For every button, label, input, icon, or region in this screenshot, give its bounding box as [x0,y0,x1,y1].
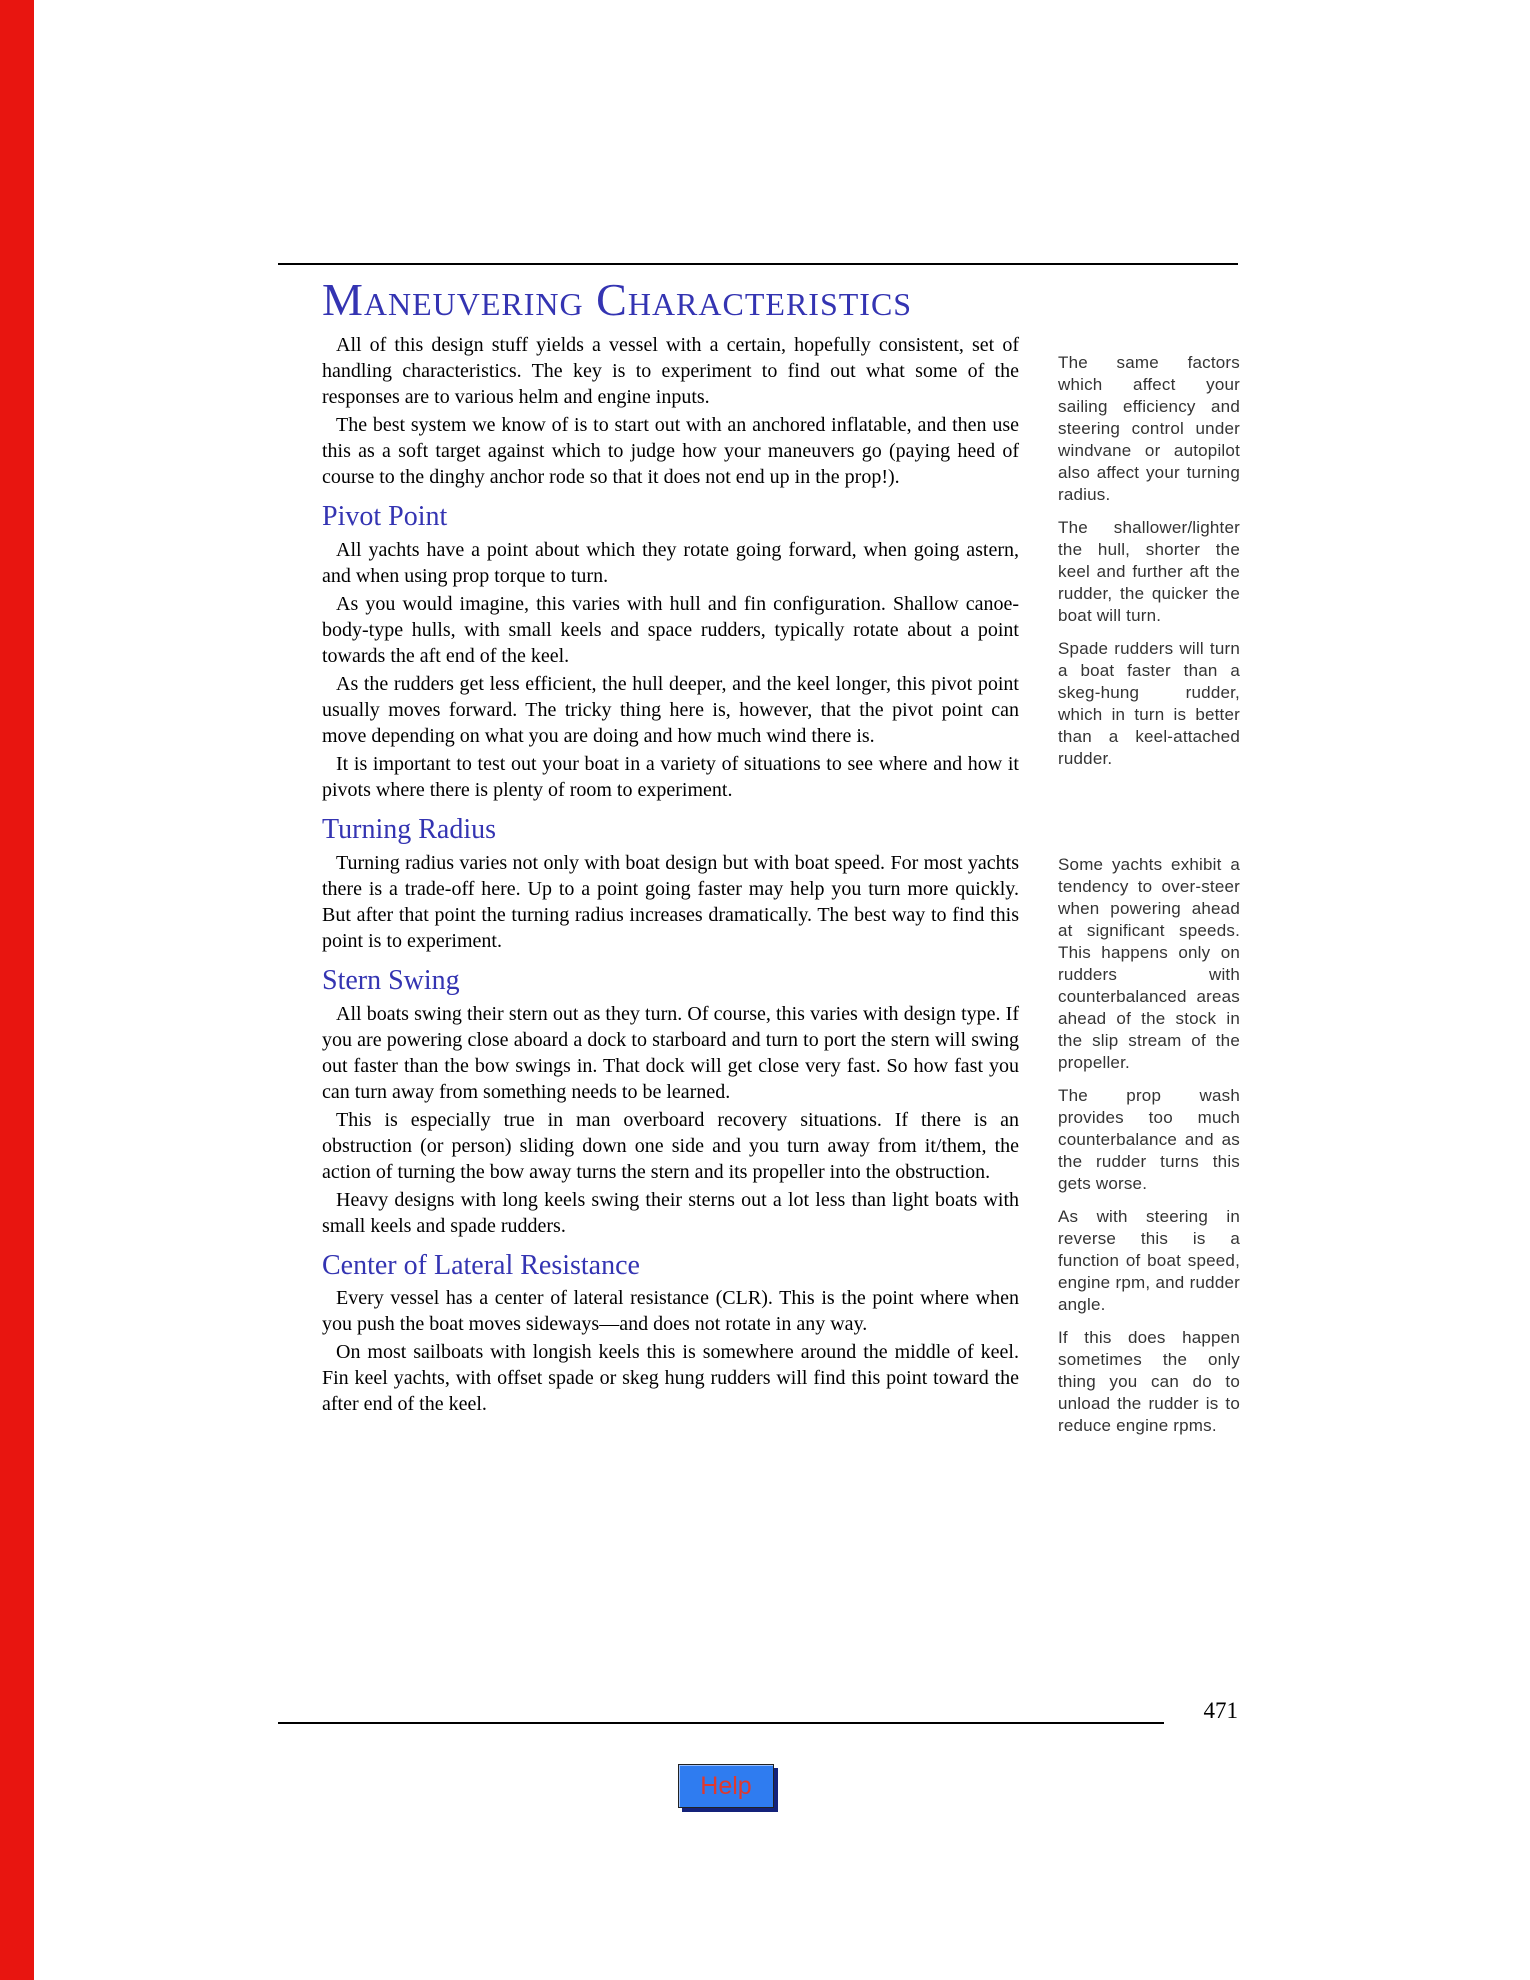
paragraph: All yachts have a point about which they rotate going forward, when going astern, and when using prop torque to turn. [322,539,1019,588]
article-body [322,332,1019,1417]
section-heading: Turning Radius [322,814,497,846]
paragraph: This is especially true in man overboard recovery situations. If there is an obstruction (or person) sliding down one side and you turn away from it/them, the action of turning the bow away turns the stern and its propeller into the obstruction. [322,1108,1019,1183]
help-button[interactable]: Help [678,1764,774,1808]
top-rule [278,263,1238,265]
sidebar-notes [1058,278,1240,1698]
bottom-rule [278,1722,1164,1724]
sidebar-note: Spade rudders will turn a boat faster than a skeg-hung rudder, which in turn is better than a keel-attached rudder. [1058,639,1240,768]
paragraph: Heavy designs with long keels swing their sterns out a lot less than light boats with small keels and spade rudders. [322,1188,1019,1237]
main-column [322,276,1019,1419]
paragraph: It is important to test out your boat in a variety of situations to see where and how it pivots where there is plenty of room to experiment. [322,753,1019,802]
sidebar-note: The same factors which affect your sailing efficiency and steering control under windvane or autopilot also affect your turning radius. [1058,353,1240,504]
section-heading: Center of Lateral Resistance [322,1249,640,1281]
sidebar-note: Some yachts exhibit a tendency to over-steer when powering ahead at significant speeds. This happens only on rudders with counterbalanced areas ahead of the stock in the slip stream of the propeller. [1058,855,1240,1072]
paragraph: As the rudders get less efficient, the hull deeper, and the keel longer, this pivot point usually moves forward. The tricky thing here is, however, that the pivot point can move depending on what you are doing and how much wind there is. [322,673,1019,748]
paragraph: As you would imagine, this varies with hull and fin configuration. Shallow canoe-body-type hulls, with small keels and space rudders, typically rotate about a point towards the aft end of the keel. [322,593,1019,668]
page-title: Maneuvering Characteristics [322,274,913,325]
sidebar-note: The shallower/lighter the hull, shorter the keel and further aft the rudder, the quicker the boat will turn. [1058,518,1240,625]
paragraph: All boats swing their stern out as they turn. Of course, this varies with design type. If you are powering close aboard a dock to starboard and turn to port the stern will swing out faster than the bow swings in. That dock will get close very fast. So how fast you can turn away from something needs to be learned. [322,1002,1019,1103]
sidebar-note-group [1058,854,1240,1437]
sidebar-note: The prop wash provides too much counterbalance and as the rudder turns this gets worse. [1058,1086,1240,1193]
paragraph: On most sailboats with longish keels this is somewhere around the middle of keel. Fin keel yachts, with offset spade or skeg hung rudders will find this point toward the after end of the keel. [322,1341,1019,1416]
section-heading: Pivot Point [322,501,448,533]
sidebar-note: As with steering in reverse this is a function of boat speed, engine rpm, and rudder angle. [1058,1207,1240,1314]
page-edge-strip [0,0,34,1980]
paragraph: All of this design stuff yields a vessel with a certain, hopefully consistent, set of handling characteristics. The key is to experiment to find out what some of the responses are to various helm and engine inputs. [322,334,1019,409]
sidebar-note-group [1058,352,1240,770]
paragraph: Turning radius varies not only with boat design but with boat speed. For most yachts there is a trade-off here. Up to a point going faster may help you turn more quickly. But after that point the turning radius increases dramatically. The best way to find this point is to experiment. [322,851,1019,952]
paragraph: Every vessel has a center of lateral resistance (CLR). This is the point where when you push the boat moves sideways—and does not rotate in any way. [322,1287,1019,1336]
paragraph: The best system we know of is to start out with an anchored inflatable, and then use this as a soft target against which to judge how your maneuvers go (paying heed of course to the dinghy anchor rode so that it does not end up in the prop!). [322,414,1019,489]
section-heading: Stern Swing [322,964,460,996]
sidebar-note: If this does happen sometimes the only thing you can do to unload the rudder is to reduce engine rpms. [1058,1328,1240,1435]
page-number: 471 [1203,1698,1238,1723]
